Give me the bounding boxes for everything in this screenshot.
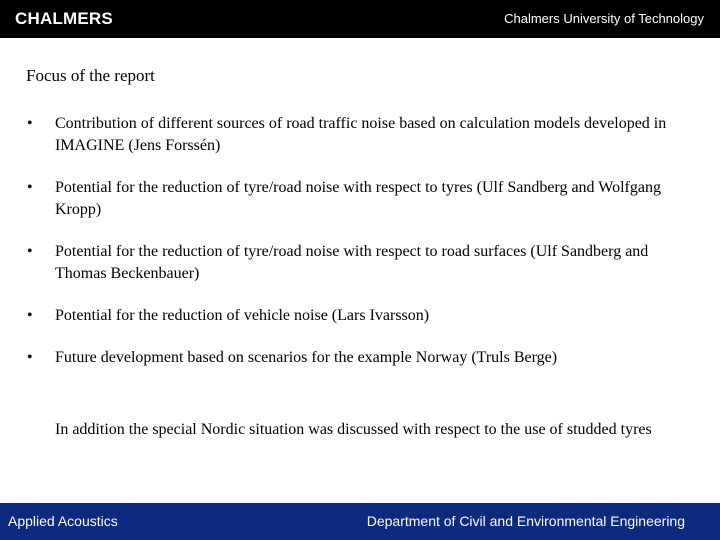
bullet-icon: • [27,307,33,324]
bullet-item [27,347,677,369]
footer-department: Department of Civil and Environmental Engineering [366,513,685,529]
bullet-text: Potential for the reduction of tyre/road noise with respect to road surfaces (Ulf Sandberg and Thomas Beckenbauer) [55,243,649,282]
bullet-item [27,113,677,157]
footer-division: Applied Acoustics [8,513,118,529]
slide-title: Focus of the report [26,66,155,85]
header-bar [0,0,720,38]
footer-bar [0,503,720,540]
institution-name: Chalmers University of Technology [504,11,704,26]
bullet-icon: • [27,243,33,260]
bullet-text: Future development based on scenarios for the example Norway (Truls Berge) [55,349,558,366]
bullet-icon: • [27,349,33,366]
addition-paragraph: In addition the special Nordic situation was discussed with respect to the use of studded tyres [55,421,652,438]
bullet-icon: • [27,115,33,132]
bullet-icon: • [27,179,33,196]
bullet-list [27,113,677,389]
bullet-item [27,305,677,327]
bullet-item [27,177,677,221]
bullet-item [27,241,677,285]
bullet-text: Potential for the reduction of vehicle noise (Lars Ivarsson) [55,307,430,324]
chalmers-logo: CHALMERS [15,9,113,28]
bullet-text: Potential for the reduction of tyre/road noise with respect to tyres (Ulf Sandberg and Wolfgang Kropp) [55,179,661,218]
bullet-text: Contribution of different sources of road traffic noise based on calculation models developed in IMAGINE (Jens Forssén) [55,115,667,154]
